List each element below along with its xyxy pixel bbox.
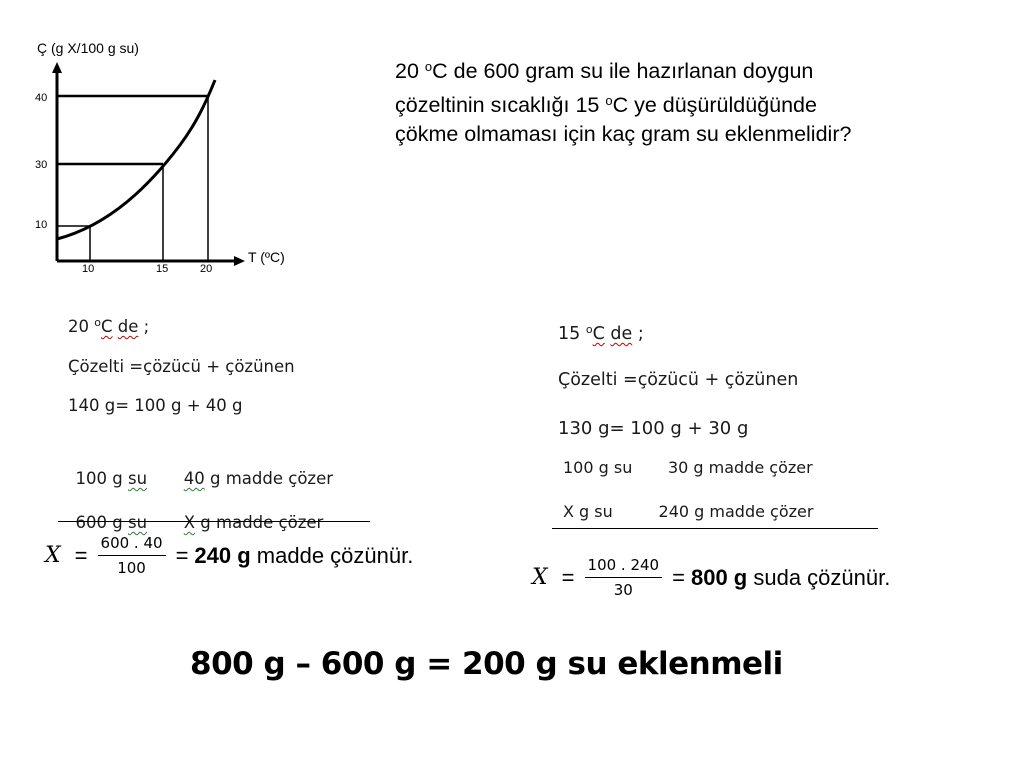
- left-formula: Çözelti =çözücü + çözünen: [68, 357, 295, 376]
- left-ratio-1: 100 g su 40 g madde çözer: [75, 469, 334, 488]
- solubility-graph: [20, 35, 310, 280]
- left-divider: [58, 521, 370, 522]
- left-equation: X = $\frac{600 . 40}{100}$ = 240 g madde çözünür.: [45, 534, 414, 577]
- question-line-2: çözeltinin sıcaklığı 15 $^o$C ye düşürüldüğünde: [395, 93, 817, 117]
- question-text: [395, 52, 995, 149]
- x-axis-label: T (ºC): [248, 249, 285, 265]
- final-answer: 800 g – 600 g = 200 g su eklenmeli: [190, 646, 783, 682]
- solubility-curve: [57, 80, 215, 239]
- left-heading: 20 $^o$C de ;: [68, 316, 150, 336]
- right-ratio-1: 100 g su 30 g madde çözer: [563, 458, 813, 477]
- right-formula: Çözelti =çözücü + çözünen: [558, 370, 799, 390]
- right-values: 130 g= 100 g + 30 g: [558, 418, 749, 439]
- question-line-3: çökme olmaması için kaç gram su eklenmelidir?: [395, 122, 852, 146]
- y-tick-40: 40: [35, 92, 48, 104]
- x-tick-20: 20: [200, 263, 213, 275]
- right-divider: [552, 528, 878, 529]
- right-heading: 15 $^o$C de ;: [558, 323, 644, 344]
- right-equation: X = $\frac{100 . 240}{30}$ = 800 g suda çözünür.: [532, 556, 891, 599]
- left-ratio-2: 600 g su X g madde çözer: [75, 513, 324, 532]
- right-fraction: $\frac{100 . 240}{30}$: [585, 556, 663, 599]
- y-tick-30: 30: [35, 159, 48, 171]
- x-tick-10: 10: [82, 263, 95, 275]
- left-fraction: $\frac{600 . 40}{100}$: [98, 534, 166, 577]
- left-values: 140 g= 100 g + 40 g: [68, 396, 243, 415]
- x-tick-15: 15: [156, 263, 169, 275]
- question-line-1: 20 $^o$C de 600 gram su ile hazırlanan doygun: [395, 59, 814, 83]
- y-axis-label: Ç (g X/100 g su): [37, 40, 139, 56]
- right-ratio-2: X g su 240 g madde çözer: [563, 502, 814, 521]
- y-tick-10: 10: [35, 219, 48, 231]
